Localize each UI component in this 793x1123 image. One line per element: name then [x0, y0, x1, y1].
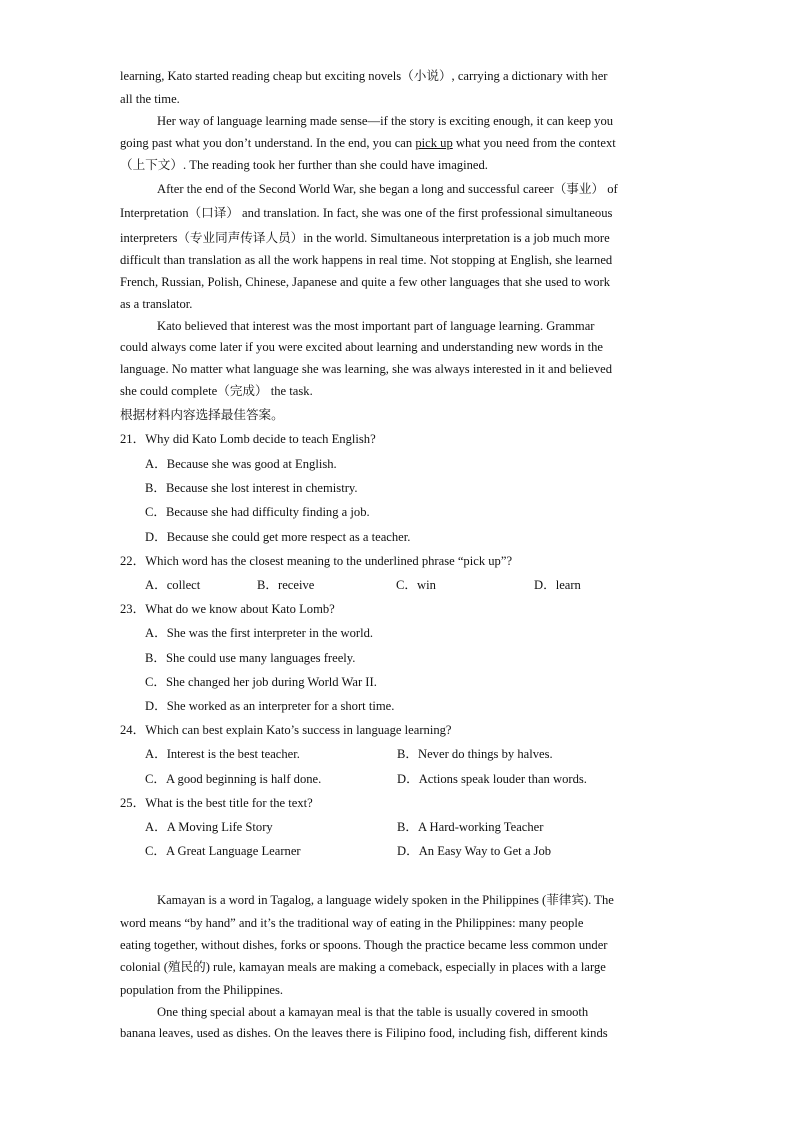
question-22-option-c: C．win — [396, 578, 436, 592]
question-22-option-d: D．learn — [534, 578, 581, 592]
question-21-stem: 21．Why did Kato Lomb decide to teach English? — [120, 432, 376, 446]
question-25-option-d: D．An Easy Way to Get a Job — [397, 844, 552, 858]
question-24-option-d: D．Actions speak louder than words. — [397, 772, 587, 786]
question-25-option-a: A．A Moving Life Story — [145, 820, 273, 834]
text-run: going past what you don’t understand. In the end, you can — [120, 136, 416, 150]
passage2-line-3: eating together, without dishes, forks or spoons. Though the practice became less common under — [120, 938, 608, 952]
text-run: what you need from the context — [452, 136, 616, 150]
passage2-line-4: colonial (殖民的) rule, kamayan meals are making a comeback, especially in places with a large — [120, 960, 606, 974]
passage2-line-6: One thing special about a kamayan meal is that the table is usually covered in smooth — [157, 1005, 589, 1019]
question-23-option-b: B．She could use many languages freely. — [145, 651, 356, 665]
passage1-line-4 — [120, 135, 616, 151]
passage1-line-15: she could complete（完成） the task. — [120, 384, 313, 398]
question-21-option-b: B．Because she lost interest in chemistry. — [145, 481, 358, 495]
question-23-option-c: C．She changed her job during World War II. — [145, 675, 377, 689]
passage2-line-2: word means “by hand” and it’s the traditional way of eating in the Philippines: many people — [120, 916, 584, 930]
question-23-stem: 23．What do we know about Kato Lomb? — [120, 602, 335, 616]
passage1-line-3: Her way of language learning made sense—if the story is exciting enough, it can keep you — [157, 114, 614, 128]
question-21-option-a: A．Because she was good at English. — [145, 457, 337, 471]
question-22-stem: 22．Which word has the closest meaning to the underlined phrase “pick up”? — [120, 554, 513, 568]
passage2-line-1: Kamayan is a word in Tagalog, a language widely spoken in the Philippines (菲律宾). The — [157, 893, 614, 907]
passage1-line-9: difficult than translation as all the work happens in real time. Not stopping at English, she learned — [120, 253, 613, 267]
question-25-option-c: C．A Great Language Learner — [145, 844, 301, 858]
passage1-line-1: learning, Kato started reading cheap but exciting novels（小说）, carrying a dictionary with her — [120, 69, 608, 83]
passage1-line-7: Interpretation（口译） and translation. In fact, she was one of the first professional simultaneous — [120, 206, 613, 220]
question-24-option-c: C．A good beginning is half done. — [145, 772, 322, 786]
passage1-line-2: all the time. — [120, 92, 180, 106]
question-21-option-d: D．Because she could get more respect as a teacher. — [145, 530, 411, 544]
question-23-option-d: D．She worked as an interpreter for a short time. — [145, 699, 395, 713]
passage1-line-6: After the end of the Second World War, she began a long and successful career（事业） of — [157, 182, 618, 196]
passage2-line-7: banana leaves, used as dishes. On the leaves there is Filipino food, including fish, different kinds — [120, 1026, 608, 1040]
passage1-line-10: French, Russian, Polish, Chinese, Japanese and quite a few other languages that she used to work — [120, 275, 611, 289]
question-24-stem: 24．Which can best explain Kato’s success in language learning? — [120, 723, 452, 737]
passage1-line-8: interpreters（专业同声传译人员）in the world. Simultaneous interpretation is a job much more — [120, 231, 610, 245]
question-25-option-b: B．A Hard-working Teacher — [397, 820, 544, 834]
question-22-option-a: A．collect — [145, 578, 201, 592]
passage2-line-5: population from the Philippines. — [120, 983, 284, 997]
passage1-line-11: as a translator. — [120, 297, 193, 311]
passage1-line-12: Kato believed that interest was the most important part of language learning. Grammar — [157, 319, 595, 333]
instruction-text: 根据材料内容选择最佳答案。 — [120, 408, 284, 422]
question-23-option-a: A．She was the first interpreter in the world. — [145, 626, 374, 640]
question-25-stem: 25．What is the best title for the text? — [120, 796, 313, 810]
passage1-line-14: language. No matter what language she was learning, she was always interested in it and believed — [120, 362, 613, 376]
passage1-line-5: （上下文）. The reading took her further than she could have imagined. — [120, 158, 488, 172]
question-24-option-b: B．Never do things by halves. — [397, 747, 553, 761]
question-21-option-c: C．Because she had difficulty finding a job. — [145, 505, 370, 519]
question-22-option-b: B．receive — [257, 578, 315, 592]
underlined-phrase: pick up — [415, 136, 453, 150]
passage1-line-13: could always come later if you were excited about learning and understanding new words in the — [120, 340, 603, 354]
question-24-option-a: A．Interest is the best teacher. — [145, 747, 300, 761]
